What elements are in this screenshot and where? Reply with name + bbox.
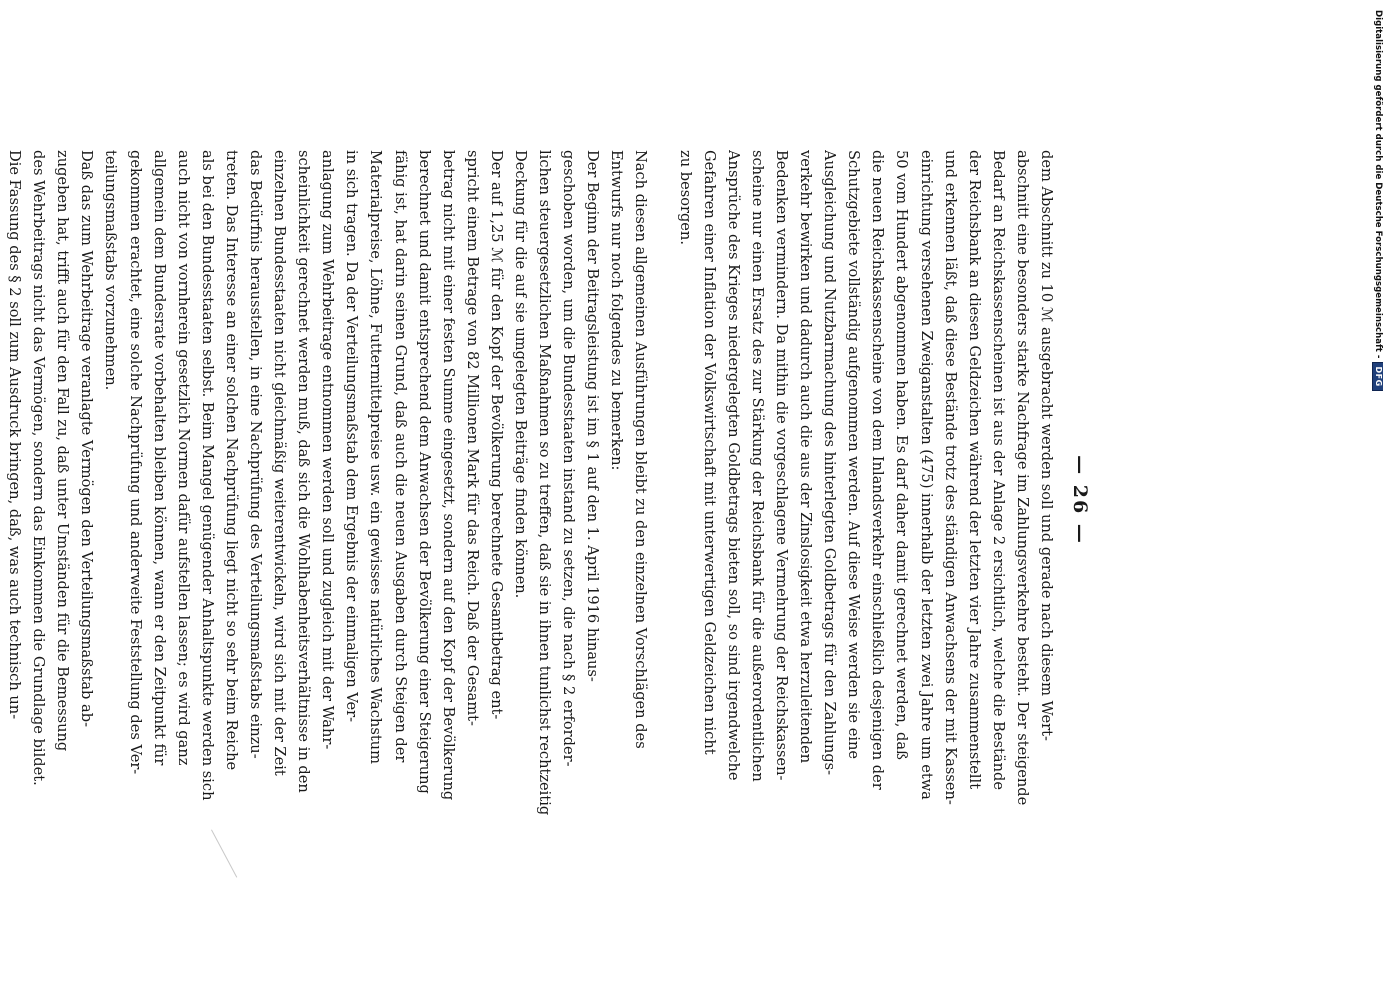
text-line: einzelnen Bundesstaaten nicht gleichmäßig weiterentwickeln, wird sich mit der Zeit [271,150,289,776]
text-line: 50 vom Hundert abgenommen haben. Es darf daher damit gerechnet werden, daß [893,150,911,760]
text-line: Schutzgebiete vollständig aufgenommen werden. Auf diese Weise werden sie eine [845,150,863,760]
text-line [0,150,2,850]
page-number: — 26 — [1069,455,1091,545]
body-text [0,150,1058,850]
text-line: scheinlichkeit gerechnet werden muß, daß sich die Wohlhabenheitsverhältnisse in den [295,150,313,793]
text-line: Ansprüche des Krieges niedergelegten Goldbetrags bieten soll, so sind irgendwelche [724,150,742,781]
text-line: der Reichsbank an diesen Geldzeichen während der letzten vier Jahre zusammenstellt [965,150,983,790]
text-line: Bedarf an Reichskassenscheinen ist aus der Anlage 2 ersichtlich, welche die Bestände [989,150,1007,790]
text-line: Materialpreise, Löhne, Futtermittelpreise usw. ein gewisses natürliches Wachstum [367,150,385,764]
text-line: scheine nur einen Ersatz des zur Stärkung der Reichsbank für die außerordentlichen [748,150,766,782]
text-line: berechnet und damit entsprechend dem Anwachsen der Bevölkerung einer Steigerung [415,150,433,794]
text-line: abschnitt eine besonders starke Nachfrage im Zahlungsverkehre besteht. Der steigende [1013,150,1031,806]
dfg-logo: DFG [1372,362,1383,390]
text-line: Ausgleichung und Nutzbarmachung des hinterlegten Goldbetrags für den Zahlungs- [821,150,839,776]
text-line: treten. Das Interesse an einer solchen Nachprüfung liegt nicht so sehr beim Reiche [222,150,240,771]
text-line: Gefahren einer Inflation der Volkswirtschaft mit unterwertigen Geldzeichen nicht [700,150,718,755]
text-line: dem Abschnitt zu 10 ℳ ausgebracht werden soll und gerade nach diesem Wert- [1038,150,1055,741]
text-line: allgemein dem Bundesrate vorbehalten bleiben können, wann er den Zeitpunkt für [150,150,168,766]
text-line: einrichtung versehenen Zweiganstalten (475) innerhalb der letzten zwei Jahre um etwa [917,150,935,800]
text-line: Entwurfs nur noch folgendes zu bemerken: [608,150,626,471]
text-line: die neuen Reichskassenscheine von dem Inlandsverkehr einschließlich desjenigen der [869,150,887,790]
text-line: zugeben hat, trifft auch für den Fall zu, daß unter Umständen für die Bemessung [54,150,72,752]
text-line: Der auf 1,25 ℳ für den Kopf der Bevölkerung berechnete Gesamtbetrag ent- [487,150,505,720]
text-line: fähig ist, hat darin seinen Grund, daß auch die neuen Ausgaben durch Steigen der [391,150,409,763]
paragraph-gap [653,150,673,850]
text-line: lichen steuergesetzlichen Maßnahmen so zu treffen, daß sie in ihnen tunlichst rechtzeitig [536,150,554,816]
text-line: Der Beginn der Beitragsleistung ist im § 1 auf den 1. April 1916 hinaus- [584,150,602,682]
text-line: anlagung zum Wehrbeitrage entnommen werden soll und zugleich mit der Wahr- [319,150,337,750]
text-line: betrag nicht mit einer festen Summe eingesetzt, sondern auf den Kopf der Bevölkerung [439,150,457,801]
text-line: gekommen erachtet, eine solche Nachprüfung und anderweite Feststellung des Ver- [126,150,144,775]
credit-text: Digitalisierung gefördert durch die Deutsche Forschungsgemeinschaft - [1373,10,1383,359]
text-line: das Bedürfnis herausstellen, in eine Nachprüfung des Verteilungsmaßstabs einzu- [247,150,264,759]
text-line: Daß das zum Wehrbeitrage veranlagte Vermögen den Verteilungsmaßstab ab- [78,150,96,728]
text-line: und erkennen läßt, daß diese Bestände trotz des ständigen Anwachsens der mit Kassen- [941,150,959,805]
text-line: Die Fassung des § 2 soll zum Ausdruck bringen, daß, was auch technisch un- [6,150,24,720]
text-line: Deckung für die auf sie umgelegten Beiträge finden können. [512,150,530,599]
text-line: geschoben worden, um die Bundesstaaten instand zu setzen, die nach § 2 erforder- [560,150,578,767]
text-line: Bedenken vermindern. Da mithin die vorgeschlagene Vermehrung der Reichskassen- [772,150,790,781]
text-line: als bei den Bundesstaaten selbst. Beim Mangel genügender Anhaltspunkte werden sich [198,150,216,801]
text-line: in sich tragen. Da der Verteilungsmaßstab dem Ergebnis der einmaligen Ver- [343,150,361,723]
text-line: zu besorgen. [676,150,694,245]
text-line: auch nicht von vornherein gesetzlich Normen dafür aufstellen lassen; es wird ganz [174,150,192,766]
text-line: teilungsmaßstabs vorzunehmen. [102,150,120,391]
text-line: des Wehrbeitrags nicht das Vermögen, sondern das Einkommen die Grundlage bildet. [30,150,48,786]
text-line: spricht einem Betrage von 82 Millionen Mark für das Reich. Daß der Gesamt- [463,150,481,726]
text-line: verkehr bewirken und dadurch auch die aus der Zinslosigkeit etwa herzuleitenden [797,150,815,764]
text-line: Nach diesen allgemeinen Ausführungen bleibt zu den einzelnen Vorschlägen des [632,150,650,749]
digitization-credit [1372,10,1383,391]
